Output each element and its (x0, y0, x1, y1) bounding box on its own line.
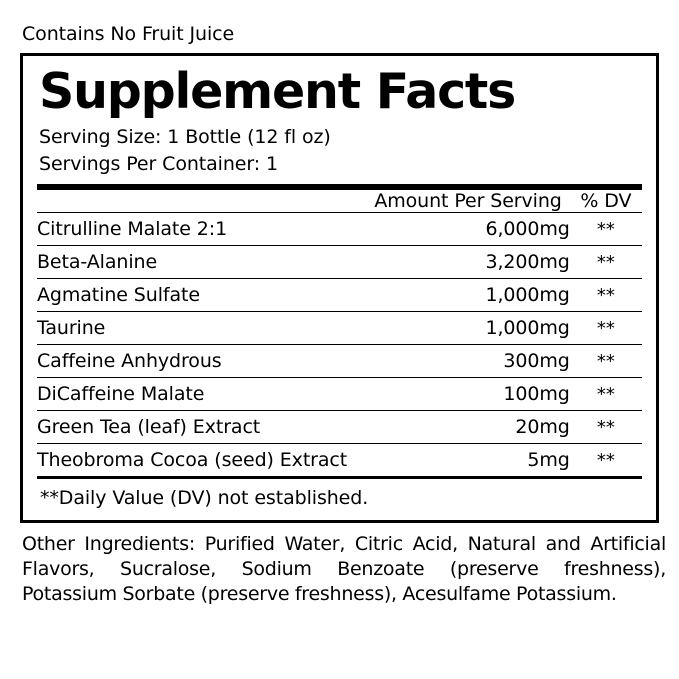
nutrient-dv: ** (596, 417, 615, 438)
nutrient-name: Citrulline Malate 2:1 (37, 218, 228, 240)
daily-value-footnote: **Daily Value (DV) not established. (40, 487, 369, 509)
table-row (37, 444, 642, 477)
table-row (37, 345, 642, 378)
nutrient-amount: 6,000mg (485, 218, 570, 240)
serving-size-line: Serving Size: 1 Bottle (12 fl oz) (39, 126, 331, 148)
nutrient-name: Theobroma Cocoa (seed) Extract (37, 449, 348, 471)
nutrition-table (37, 190, 642, 476)
header-amount-per-serving: Amount Per Serving (374, 190, 562, 212)
nutrient-amount: 1,000mg (485, 284, 570, 306)
header-percent-dv: % DV (580, 190, 632, 212)
nutrient-dv: ** (596, 219, 615, 240)
nutrient-amount: 1,000mg (485, 317, 570, 339)
table-row (37, 246, 642, 279)
header-nutrient (37, 190, 362, 212)
table-row (37, 312, 642, 345)
nutrient-name: Green Tea (leaf) Extract (37, 416, 261, 438)
nutrient-dv: ** (596, 285, 615, 306)
table-header-row (37, 190, 642, 212)
nutrient-dv: ** (596, 318, 615, 339)
nutrient-amount: 20mg (515, 416, 570, 438)
panel-title: Supplement Facts (39, 63, 516, 120)
table-row (37, 411, 642, 444)
nutrient-dv: ** (596, 384, 615, 405)
nutrient-amount: 100mg (503, 383, 570, 405)
contains-no-fruit-juice-note: Contains No Fruit Juice (22, 23, 235, 45)
servings-per-container-line: Servings Per Container: 1 (39, 153, 278, 175)
table-row (37, 279, 642, 312)
nutrient-name: Beta-Alanine (37, 251, 158, 273)
table-row (37, 213, 642, 246)
nutrient-dv: ** (596, 351, 615, 372)
nutrient-dv: ** (596, 252, 615, 273)
nutrient-amount: 5mg (527, 449, 570, 471)
nutrient-name: DiCaffeine Malate (37, 383, 205, 405)
nutrient-name: Agmatine Sulfate (37, 284, 200, 306)
supplement-facts-panel (20, 53, 659, 523)
nutrient-dv: ** (596, 450, 615, 471)
nutrient-name: Caffeine Anhydrous (37, 350, 222, 372)
other-ingredients: Other Ingredients: Purified Water, Citric Acid, Natural and Artificial Flavors, Sucralose, Sodium Benzoate (preserve freshness), Potassium Sorbate (preserve freshness), Acesulfame Potassium. (22, 533, 666, 605)
nutrient-name: Taurine (37, 317, 106, 339)
nutrient-amount: 3,200mg (485, 251, 570, 273)
table-row (37, 378, 642, 411)
nutrient-amount: 300mg (503, 350, 570, 372)
